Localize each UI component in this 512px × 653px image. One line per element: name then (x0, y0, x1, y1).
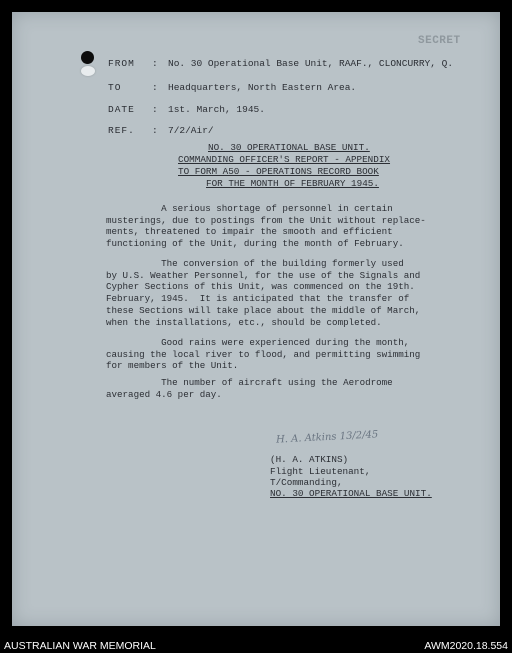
date-value: 1st. March, 1945. (168, 104, 265, 115)
signatory-rank: Flight Lieutenant, (270, 466, 371, 477)
security-marking: SECRET (418, 35, 461, 47)
signatory-name: (H. A. ATKINS) (270, 454, 349, 465)
handwritten-signature: H. A. Atkins 13/2/45 (275, 429, 379, 446)
punch-hole-lower (81, 66, 95, 76)
from-colon: : (152, 58, 158, 69)
ref-colon: : (152, 125, 158, 136)
date-colon: : (152, 104, 158, 115)
ref-value: 7/2/Air/ (168, 125, 214, 136)
paragraph-rains: Good rains were experienced during the month, causing the local river to flood, and permitting swimming for members of the Unit. (106, 337, 421, 372)
paragraph-personnel: A serious shortage of personnel in certain musterings, due to postings from the Unit without replace- ments, threatened to impair the smooth and efficient functioning of the Unit, during the month of February. (106, 203, 426, 250)
to-colon: : (152, 82, 158, 93)
report-title-line-3: TO FORM A50 - OPERATIONS RECORD BOOK (178, 166, 379, 177)
to-value: Headquarters, North Eastern Area. (168, 82, 357, 93)
ref-label: REF. (108, 125, 135, 136)
footer-institution: AUSTRALIAN WAR MEMORIAL (4, 640, 156, 652)
report-title-line-2: COMMANDING OFFICER'S REPORT - APPENDIX (178, 154, 391, 165)
signatory-role: T/Commanding, (270, 477, 343, 488)
from-value: No. 30 Operational Base Unit, RAAF., CLONCURRY, Q. (168, 58, 454, 69)
from-label: FROM (108, 58, 135, 69)
paragraph-building-conversion: The conversion of the building formerly used by U.S. Weather Personnel, for the use of the Signals and Cypher Sections of this Unit, was commenced on the 19th. February, 1945. It is anticipated that the transfer of these Sections will take place about the middle of March, when the installations, etc., should be completed. (106, 258, 421, 328)
report-title-line-1: NO. 30 OPERATIONAL BASE UNIT. (208, 142, 370, 153)
report-title-line-4: FOR THE MONTH OF FEBRUARY 1945. (206, 178, 379, 189)
punch-hole (81, 51, 94, 64)
to-label: TO (108, 82, 122, 93)
paragraph-aircraft: The number of aircraft using the Aerodrome averaged 4.6 per day. (106, 377, 393, 400)
footer-accession-number: AWM2020.18.554 (424, 640, 508, 652)
signatory-unit: NO. 30 OPERATIONAL BASE UNIT. (270, 488, 432, 499)
date-label: DATE (108, 104, 135, 115)
